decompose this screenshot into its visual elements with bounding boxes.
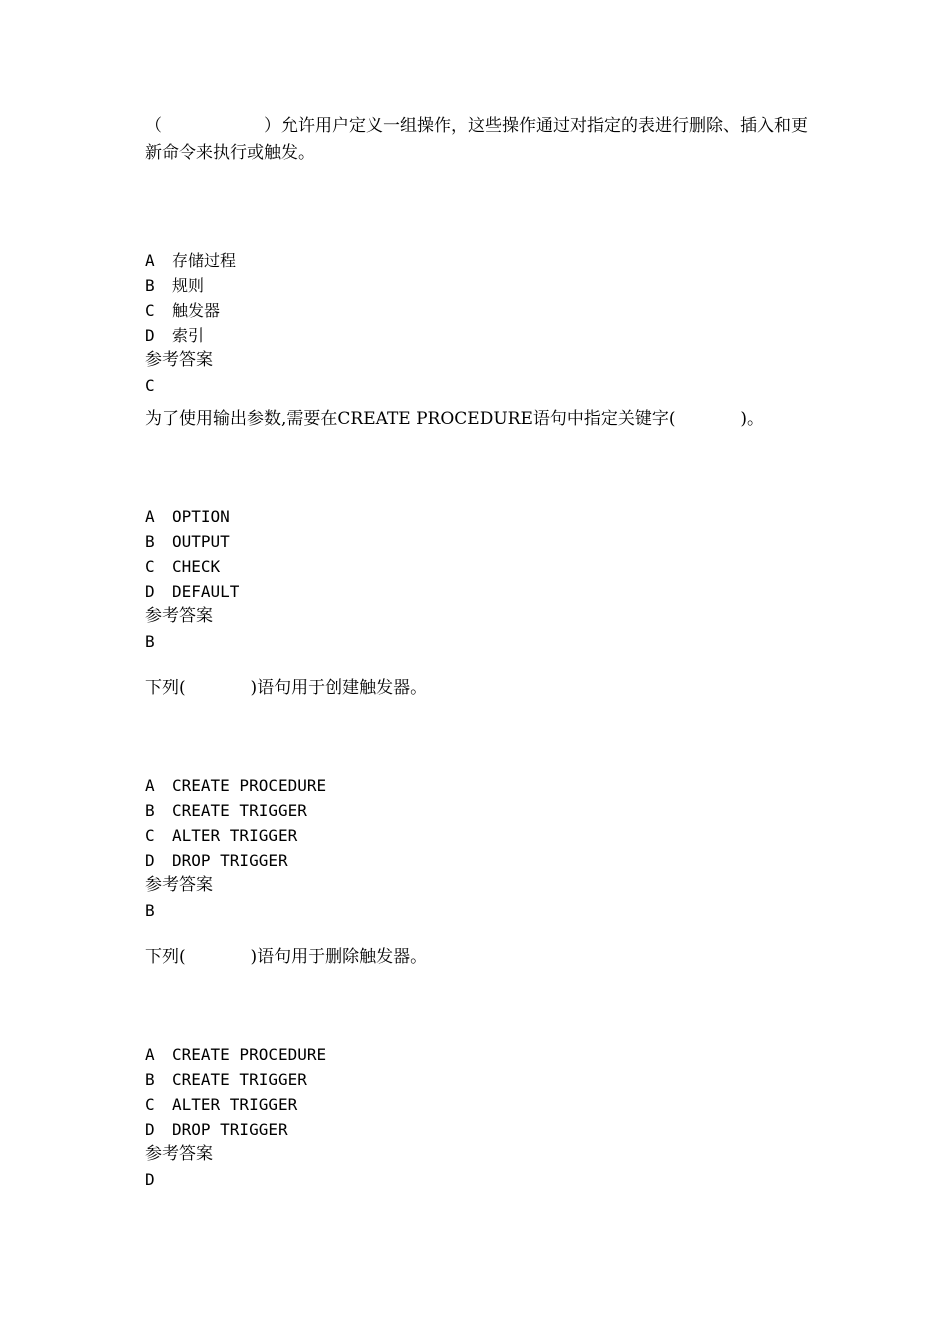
option-a [145,773,815,798]
answer-label: 参考答案 [145,875,213,895]
option-c [145,823,815,848]
question-2 [145,406,815,654]
option-list [145,773,815,873]
option-letter: A [145,507,155,526]
option-letter: B [145,532,155,551]
option-letter: C [145,557,155,576]
answer-label: 参考答案 [145,606,213,626]
option-text: CREATE PROCEDURE [172,1045,327,1064]
answer-value: B [145,632,155,651]
option-text: DROP TRIGGER [172,1120,288,1139]
option-letter: B [145,276,155,295]
option-text: CREATE TRIGGER [172,1070,307,1089]
answer-value: C [145,376,155,395]
option-letter: C [145,1095,155,1114]
option-letter: D [145,326,155,345]
option-a [145,504,815,529]
option-b [145,273,815,298]
option-b [145,1067,815,1092]
option-d [145,1117,815,1142]
question-stem: （ ）允许用户定义一组操作，这些操作通过对指定的表进行删除、插入和更新命令来执行或触发。 [145,116,808,163]
question-4 [145,944,815,1192]
option-text: 存储过程 [172,251,237,270]
question-stem: 下列( )语句用于创建触发器。 [145,678,428,698]
option-letter: C [145,826,155,845]
option-text: 触发器 [172,301,221,320]
option-text: DEFAULT [172,582,240,601]
question-stem: 下列( )语句用于删除触发器。 [145,947,428,967]
option-d [145,848,815,873]
option-letter: B [145,1070,155,1089]
option-letter: A [145,251,155,270]
answer-label: 参考答案 [145,350,213,370]
option-list [145,248,815,348]
question-1 [145,113,815,398]
answer-value: D [145,1170,155,1189]
option-text: ALTER TRIGGER [172,1095,298,1114]
option-letter: C [145,301,155,320]
question-3 [145,675,815,923]
option-text: CHECK [172,557,221,576]
option-c [145,298,815,323]
option-b [145,529,815,554]
option-list [145,1042,815,1142]
option-text: 索引 [172,326,205,345]
option-letter: D [145,582,155,601]
option-text: DROP TRIGGER [172,851,288,870]
option-text: 规则 [172,276,205,295]
option-text: OUTPUT [172,532,230,551]
option-letter: A [145,776,155,795]
option-b [145,798,815,823]
option-text: OPTION [172,507,230,526]
option-list [145,504,815,604]
option-a [145,248,815,273]
answer-value: B [145,901,155,920]
answer-label: 参考答案 [145,1144,213,1164]
option-letter: D [145,1120,155,1139]
option-d [145,323,815,348]
question-stem: 为了使用输出参数,需要在CREATE PROCEDURE语句中指定关键字( )。 [145,409,764,429]
option-letter: A [145,1045,155,1064]
option-text: CREATE PROCEDURE [172,776,327,795]
option-c [145,1092,815,1117]
option-letter: B [145,801,155,820]
option-d [145,579,815,604]
option-letter: D [145,851,155,870]
option-a [145,1042,815,1067]
option-text: ALTER TRIGGER [172,826,298,845]
option-text: CREATE TRIGGER [172,801,307,820]
option-c [145,554,815,579]
